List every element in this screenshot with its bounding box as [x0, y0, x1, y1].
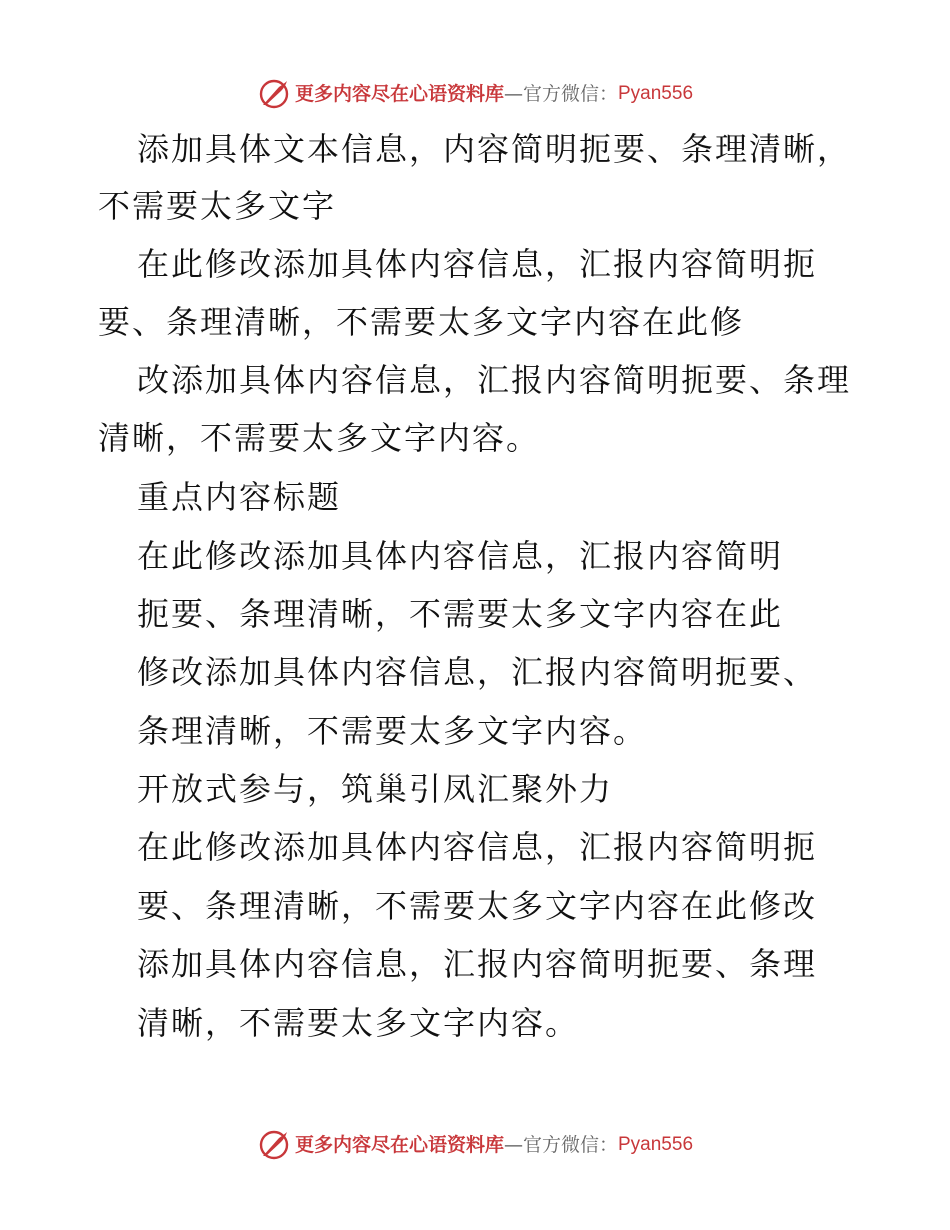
text-line: 添加具体文本信息，内容简明扼要、条理清晰，	[137, 130, 852, 168]
text-line: 清晰，不需要太多文字内容。	[137, 1004, 580, 1042]
section-heading: 重点内容标题	[137, 478, 342, 516]
text-line: 清晰，不需要太多文字内容。	[98, 419, 541, 457]
watermark-wechat-id: Pyan556	[618, 83, 694, 104]
text-line: 添加具体内容信息，汇报内容简明扼要、条理	[137, 945, 818, 983]
watermark-official: 官方微信：	[522, 1134, 618, 1156]
header-watermark	[0, 77, 950, 111]
section-heading: 开放式参与，筑巢引凤汇聚外力	[137, 770, 614, 808]
text-line: 在此修改添加具体内容信息，汇报内容简明	[137, 537, 784, 575]
text-line: 条理清晰，不需要太多文字内容。	[137, 712, 648, 750]
quill-logo-icon	[257, 77, 291, 111]
text-line: 要、条理清晰，不需要太多文字内容在此修改	[137, 887, 818, 925]
text-line: 在此修改添加具体内容信息，汇报内容简明扼	[137, 828, 818, 866]
text-line: 扼要、条理清晰，不需要太多文字内容在此	[137, 595, 784, 633]
text-line: 修改添加具体内容信息，汇报内容简明扼要、	[137, 653, 818, 691]
quill-logo-icon	[257, 1128, 291, 1162]
text-line: 要、条理清晰，不需要太多文字内容在此修	[98, 303, 745, 341]
text-line: 不需要太多文字	[98, 187, 337, 225]
watermark-dash: —	[503, 83, 523, 105]
text-line: 改添加具体内容信息，汇报内容简明扼要、条理	[137, 361, 852, 399]
watermark-wechat-id: Pyan556	[618, 1134, 694, 1155]
text-line: 在此修改添加具体内容信息，汇报内容简明扼	[137, 245, 818, 283]
watermark-official: 官方微信：	[522, 83, 618, 105]
watermark-dash: —	[503, 1134, 523, 1156]
watermark-brand: 更多内容尽在心语资料库	[294, 1134, 504, 1156]
watermark-brand: 更多内容尽在心语资料库	[294, 83, 504, 105]
footer-watermark	[0, 1128, 950, 1162]
